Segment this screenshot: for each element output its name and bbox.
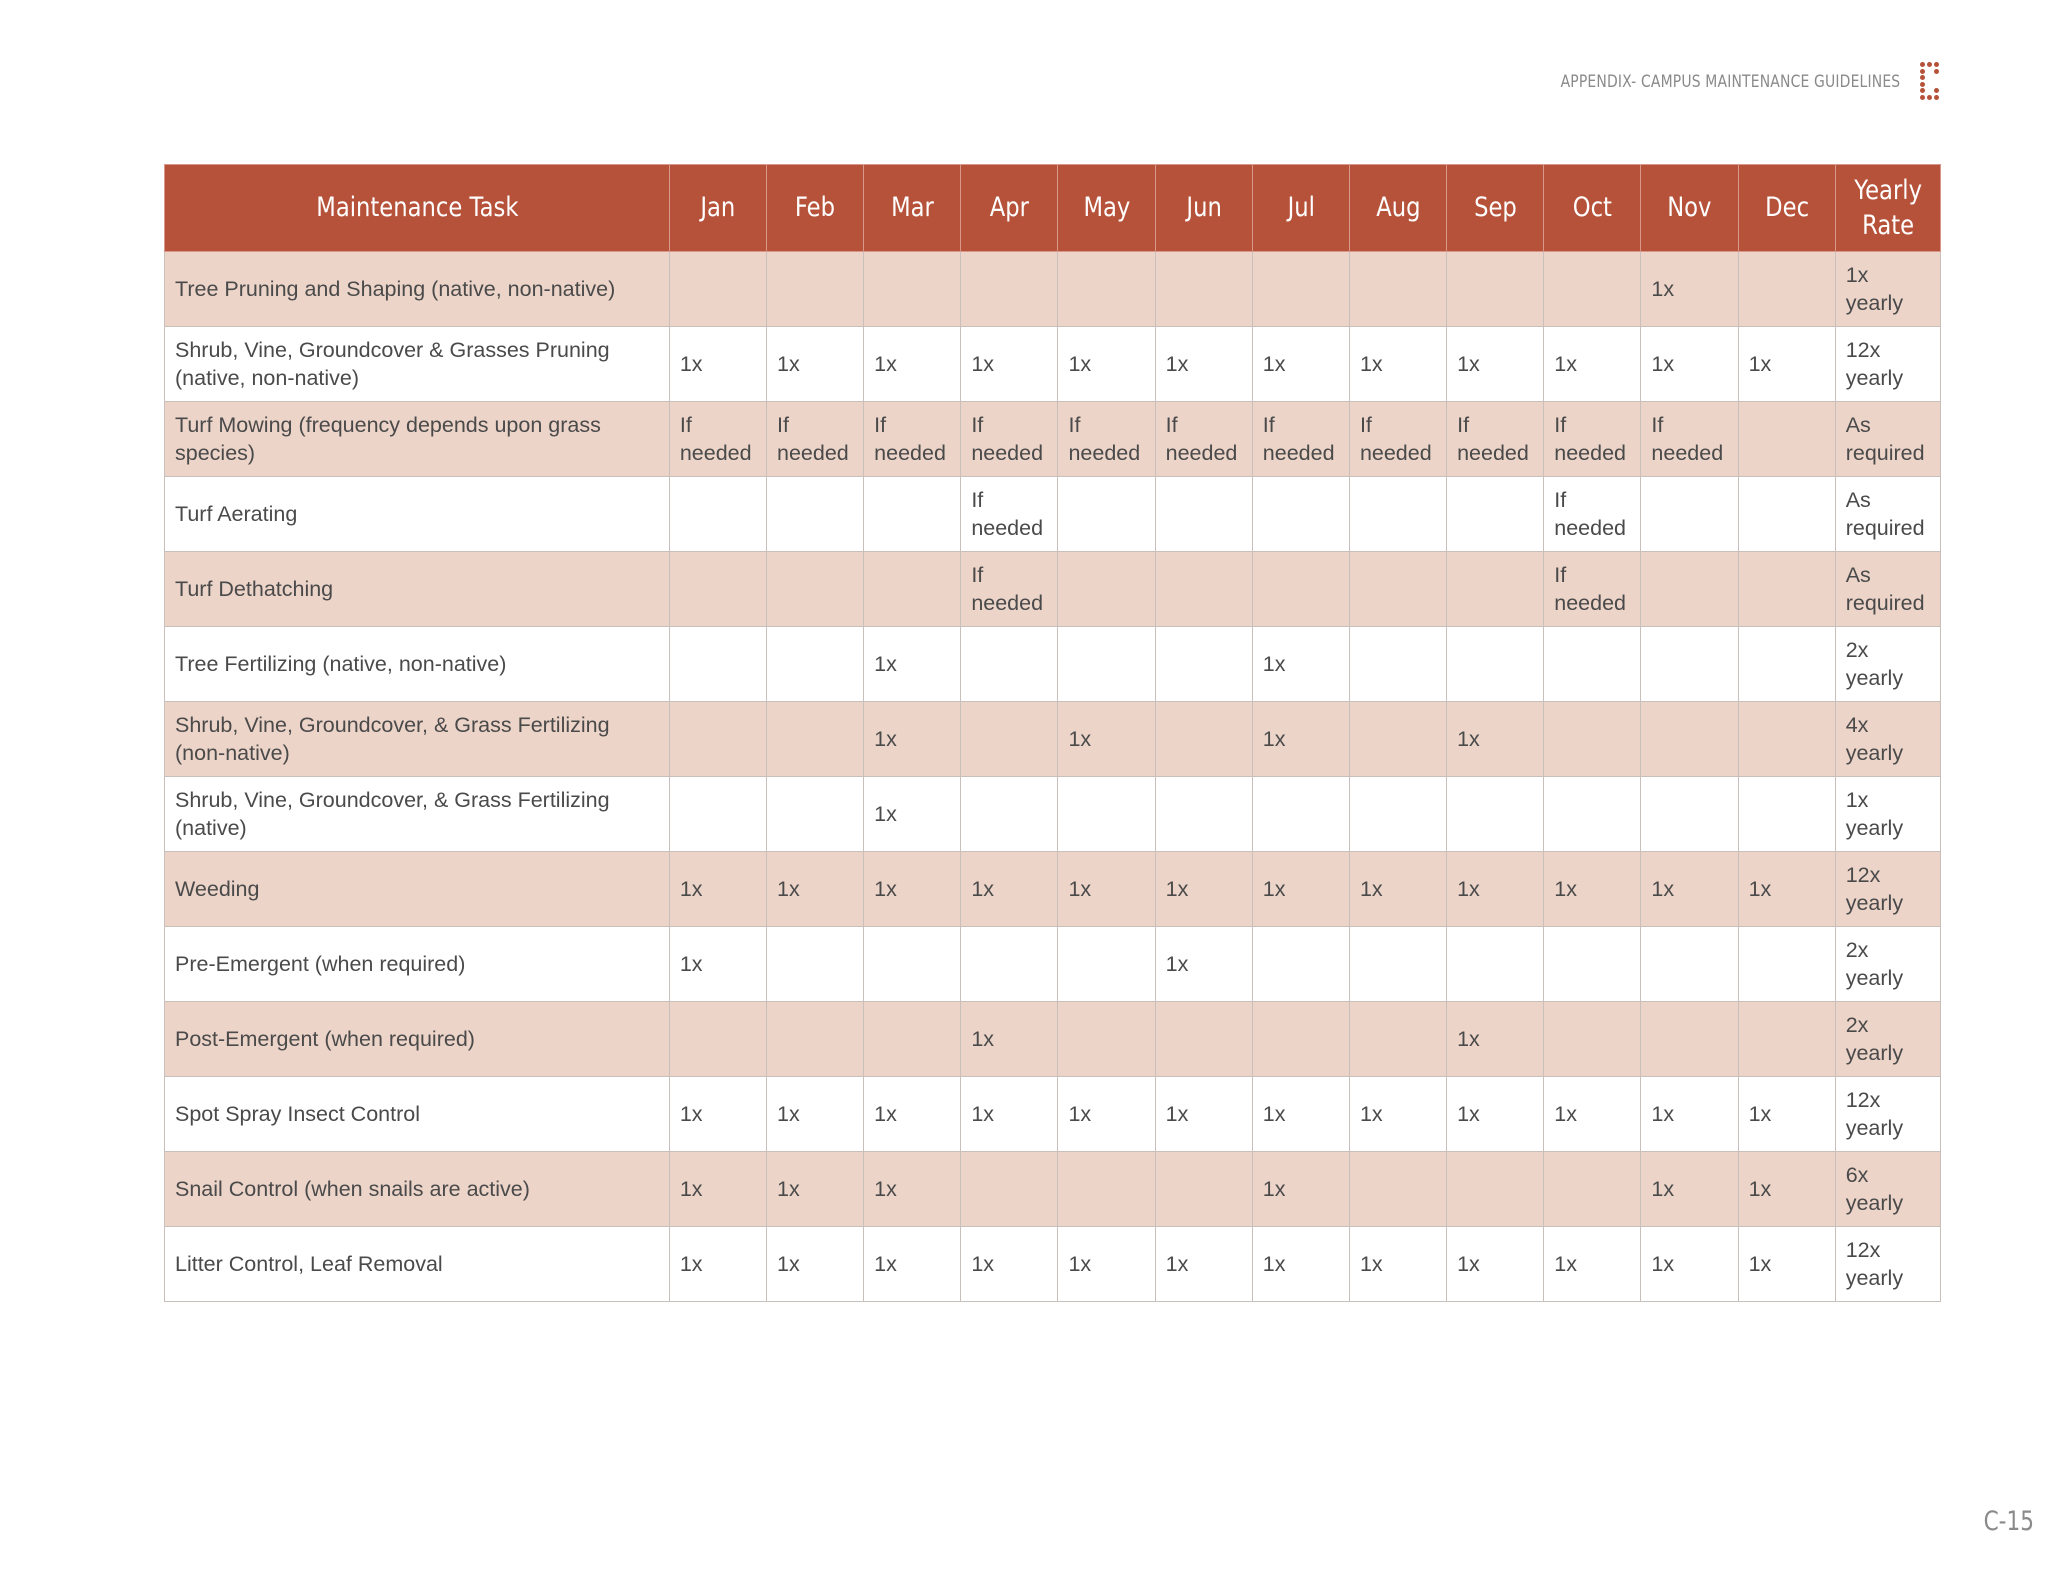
task-name-cell: Snail Control (when snails are active) [165,1152,670,1227]
yearly-rate-cell: As required [1835,477,1940,552]
month-cell-apr [961,627,1058,702]
month-cell-dec [1738,1002,1835,1077]
task-name-cell: Tree Fertilizing (native, non-native) [165,627,670,702]
month-cell-oct [1544,927,1641,1002]
column-header-yearly-rate: Yearly Rate [1835,165,1940,252]
month-cell-may: 1x [1058,1077,1155,1152]
table-row [165,477,1941,552]
month-cell-aug [1349,477,1446,552]
month-cell-may [1058,552,1155,627]
month-cell-may: 1x [1058,702,1155,777]
month-cell-feb: 1x [767,852,864,927]
column-header-task: Maintenance Task [165,165,670,252]
month-cell-oct: 1x [1544,327,1641,402]
month-cell-mar: 1x [864,1077,961,1152]
month-cell-oct [1544,702,1641,777]
month-cell-jul: 1x [1252,327,1349,402]
table-row [165,1002,1941,1077]
month-cell-feb: If needed [767,402,864,477]
month-cell-jun [1155,477,1252,552]
month-cell-sep: 1x [1447,1227,1544,1302]
month-cell-dec [1738,552,1835,627]
month-cell-sep: 1x [1447,1002,1544,1077]
task-name-cell: Litter Control, Leaf Removal [165,1227,670,1302]
yearly-rate-cell: As required [1835,402,1940,477]
month-cell-aug [1349,777,1446,852]
yearly-rate-cell: As required [1835,552,1940,627]
month-cell-sep: 1x [1447,1077,1544,1152]
month-cell-sep: 1x [1447,702,1544,777]
table-row [165,1152,1941,1227]
month-cell-nov: 1x [1641,1227,1738,1302]
column-header-jun: Jun [1155,165,1252,252]
month-cell-apr [961,777,1058,852]
month-cell-mar: 1x [864,777,961,852]
month-cell-aug: 1x [1349,327,1446,402]
month-cell-sep [1447,927,1544,1002]
month-cell-nov [1641,552,1738,627]
column-header-apr: Apr [961,165,1058,252]
month-cell-apr: 1x [961,1002,1058,1077]
table-body [165,252,1941,1302]
month-cell-jul [1252,252,1349,327]
task-name-cell: Shrub, Vine, Groundcover, & Grass Fertilizing (native) [165,777,670,852]
month-cell-jan: 1x [669,1227,766,1302]
task-name-cell: Weeding [165,852,670,927]
month-cell-jun [1155,1152,1252,1227]
month-cell-jun: 1x [1155,1227,1252,1302]
month-cell-dec [1738,252,1835,327]
month-cell-nov [1641,777,1738,852]
month-cell-nov [1641,927,1738,1002]
month-cell-sep: 1x [1447,327,1544,402]
month-cell-oct: 1x [1544,852,1641,927]
month-cell-jun [1155,627,1252,702]
month-cell-oct: If needed [1544,402,1641,477]
table-row [165,702,1941,777]
month-cell-sep: 1x [1447,852,1544,927]
table-row [165,327,1941,402]
month-cell-sep [1447,1152,1544,1227]
month-cell-jul [1252,477,1349,552]
month-cell-may [1058,777,1155,852]
task-name-cell: Shrub, Vine, Groundcover, & Grass Fertilizing (non-native) [165,702,670,777]
month-cell-mar [864,477,961,552]
month-cell-nov [1641,702,1738,777]
month-cell-may [1058,477,1155,552]
yearly-rate-cell: 4x yearly [1835,702,1940,777]
month-cell-jan: 1x [669,1077,766,1152]
column-header-jul: Jul [1252,165,1349,252]
yearly-rate-cell: 1x yearly [1835,777,1940,852]
month-cell-dec [1738,927,1835,1002]
month-cell-jan [669,552,766,627]
month-cell-jun: 1x [1155,852,1252,927]
month-cell-oct: 1x [1544,1077,1641,1152]
month-cell-nov: 1x [1641,852,1738,927]
task-name-cell: Turf Dethatching [165,552,670,627]
month-cell-nov: 1x [1641,252,1738,327]
month-cell-feb [767,702,864,777]
month-cell-aug [1349,552,1446,627]
month-cell-jun [1155,777,1252,852]
month-cell-aug: 1x [1349,1077,1446,1152]
table-row [165,252,1941,327]
month-cell-jul: 1x [1252,627,1349,702]
month-cell-jul: 1x [1252,1227,1349,1302]
month-cell-mar: 1x [864,702,961,777]
month-cell-aug [1349,252,1446,327]
month-cell-jan: 1x [669,852,766,927]
month-cell-nov: 1x [1641,1077,1738,1152]
table-row [165,852,1941,927]
month-cell-oct [1544,1002,1641,1077]
month-cell-sep [1447,627,1544,702]
month-cell-oct [1544,1152,1641,1227]
month-cell-jan [669,777,766,852]
yearly-rate-cell: 2x yearly [1835,627,1940,702]
month-cell-may [1058,927,1155,1002]
month-cell-apr: 1x [961,327,1058,402]
yearly-rate-cell: 12x yearly [1835,1077,1940,1152]
month-cell-feb [767,1002,864,1077]
month-cell-feb [767,927,864,1002]
month-cell-may [1058,627,1155,702]
maintenance-schedule-table [164,164,1941,1302]
month-cell-aug: If needed [1349,402,1446,477]
month-cell-may [1058,252,1155,327]
month-cell-mar [864,552,961,627]
month-cell-oct: If needed [1544,552,1641,627]
month-cell-mar: 1x [864,1152,961,1227]
month-cell-jul [1252,777,1349,852]
month-cell-feb: 1x [767,1077,864,1152]
month-cell-apr: If needed [961,402,1058,477]
yearly-rate-cell: 2x yearly [1835,1002,1940,1077]
month-cell-oct [1544,777,1641,852]
month-cell-apr: If needed [961,477,1058,552]
month-cell-jan [669,477,766,552]
month-cell-dec [1738,477,1835,552]
yearly-rate-cell: 12x yearly [1835,852,1940,927]
table-row [165,1077,1941,1152]
yearly-rate-cell: 2x yearly [1835,927,1940,1002]
month-cell-jul: 1x [1252,1152,1349,1227]
month-cell-apr: 1x [961,1227,1058,1302]
month-cell-jun: If needed [1155,402,1252,477]
month-cell-apr [961,1152,1058,1227]
month-cell-jan: If needed [669,402,766,477]
yearly-rate-cell: 1x yearly [1835,252,1940,327]
column-header-jan: Jan [669,165,766,252]
month-cell-oct: If needed [1544,477,1641,552]
month-cell-mar [864,927,961,1002]
month-cell-jul: 1x [1252,1077,1349,1152]
month-cell-jul [1252,1002,1349,1077]
month-cell-feb: 1x [767,1227,864,1302]
month-cell-nov [1641,627,1738,702]
task-name-cell: Turf Aerating [165,477,670,552]
month-cell-apr: 1x [961,852,1058,927]
month-cell-jan: 1x [669,927,766,1002]
month-cell-mar: If needed [864,402,961,477]
month-cell-jun [1155,1002,1252,1077]
column-header-oct: Oct [1544,165,1641,252]
month-cell-oct: 1x [1544,1227,1641,1302]
month-cell-sep [1447,252,1544,327]
month-cell-aug [1349,702,1446,777]
month-cell-nov: 1x [1641,327,1738,402]
month-cell-apr [961,927,1058,1002]
column-header-aug: Aug [1349,165,1446,252]
column-header-dec: Dec [1738,165,1835,252]
month-cell-nov: If needed [1641,402,1738,477]
month-cell-apr [961,702,1058,777]
month-cell-jul: 1x [1252,852,1349,927]
month-cell-dec [1738,702,1835,777]
month-cell-mar [864,252,961,327]
month-cell-aug [1349,627,1446,702]
month-cell-feb [767,777,864,852]
yearly-rate-cell: 12x yearly [1835,1227,1940,1302]
month-cell-sep: If needed [1447,402,1544,477]
month-cell-jun: 1x [1155,1077,1252,1152]
month-cell-may: 1x [1058,1227,1155,1302]
task-name-cell: Turf Mowing (frequency depends upon grass species) [165,402,670,477]
task-name-cell: Shrub, Vine, Groundcover & Grasses Pruning (native, non-native) [165,327,670,402]
month-cell-apr [961,252,1058,327]
column-header-feb: Feb [767,165,864,252]
month-cell-oct [1544,627,1641,702]
month-cell-oct [1544,252,1641,327]
table-header [165,165,1941,252]
month-cell-dec: 1x [1738,327,1835,402]
month-cell-aug [1349,1002,1446,1077]
month-cell-mar: 1x [864,327,961,402]
month-cell-mar: 1x [864,627,961,702]
running-header-title: APPENDIX- CAMPUS MAINTENANCE GUIDELINES [1560,72,1900,92]
month-cell-nov [1641,477,1738,552]
month-cell-jun: 1x [1155,927,1252,1002]
month-cell-aug: 1x [1349,1227,1446,1302]
month-cell-aug: 1x [1349,852,1446,927]
month-cell-aug [1349,927,1446,1002]
month-cell-feb [767,627,864,702]
month-cell-jun [1155,702,1252,777]
task-name-cell: Post-Emergent (when required) [165,1002,670,1077]
month-cell-dec: 1x [1738,852,1835,927]
column-header-nov: Nov [1641,165,1738,252]
month-cell-feb [767,477,864,552]
month-cell-feb: 1x [767,1152,864,1227]
month-cell-may [1058,1002,1155,1077]
month-cell-sep [1447,552,1544,627]
task-name-cell: Pre-Emergent (when required) [165,927,670,1002]
task-name-cell: Tree Pruning and Shaping (native, non-native) [165,252,670,327]
month-cell-dec [1738,627,1835,702]
month-cell-jul [1252,552,1349,627]
table-row [165,927,1941,1002]
month-cell-sep [1447,477,1544,552]
month-cell-jun [1155,252,1252,327]
month-cell-mar [864,1002,961,1077]
month-cell-dec: 1x [1738,1227,1835,1302]
column-header-may: May [1058,165,1155,252]
month-cell-jul: 1x [1252,702,1349,777]
month-cell-feb: 1x [767,327,864,402]
table-row [165,1227,1941,1302]
page-number: C-15 [1983,1506,2034,1537]
column-header-mar: Mar [864,165,961,252]
month-cell-dec [1738,402,1835,477]
month-cell-dec: 1x [1738,1077,1835,1152]
month-cell-jul: If needed [1252,402,1349,477]
month-cell-feb [767,552,864,627]
yearly-rate-cell: 12x yearly [1835,327,1940,402]
month-cell-sep [1447,777,1544,852]
dotted-c-logo-icon [1920,62,1942,100]
month-cell-jun: 1x [1155,327,1252,402]
month-cell-jan [669,627,766,702]
month-cell-nov: 1x [1641,1152,1738,1227]
month-cell-jan [669,252,766,327]
month-cell-jan: 1x [669,1152,766,1227]
table-row [165,402,1941,477]
month-cell-may: 1x [1058,852,1155,927]
table-header-row [165,165,1941,252]
month-cell-dec [1738,777,1835,852]
month-cell-mar: 1x [864,1227,961,1302]
month-cell-jan [669,1002,766,1077]
month-cell-nov [1641,1002,1738,1077]
month-cell-aug [1349,1152,1446,1227]
month-cell-apr: If needed [961,552,1058,627]
month-cell-jan: 1x [669,327,766,402]
month-cell-may [1058,1152,1155,1227]
month-cell-apr: 1x [961,1077,1058,1152]
column-header-sep: Sep [1447,165,1544,252]
month-cell-mar: 1x [864,852,961,927]
month-cell-dec: 1x [1738,1152,1835,1227]
task-name-cell: Spot Spray Insect Control [165,1077,670,1152]
table-row [165,552,1941,627]
month-cell-feb [767,252,864,327]
month-cell-jun [1155,552,1252,627]
table-row [165,777,1941,852]
yearly-rate-cell: 6x yearly [1835,1152,1940,1227]
month-cell-jul [1252,927,1349,1002]
month-cell-jan [669,702,766,777]
table-row [165,627,1941,702]
month-cell-may: 1x [1058,327,1155,402]
month-cell-may: If needed [1058,402,1155,477]
